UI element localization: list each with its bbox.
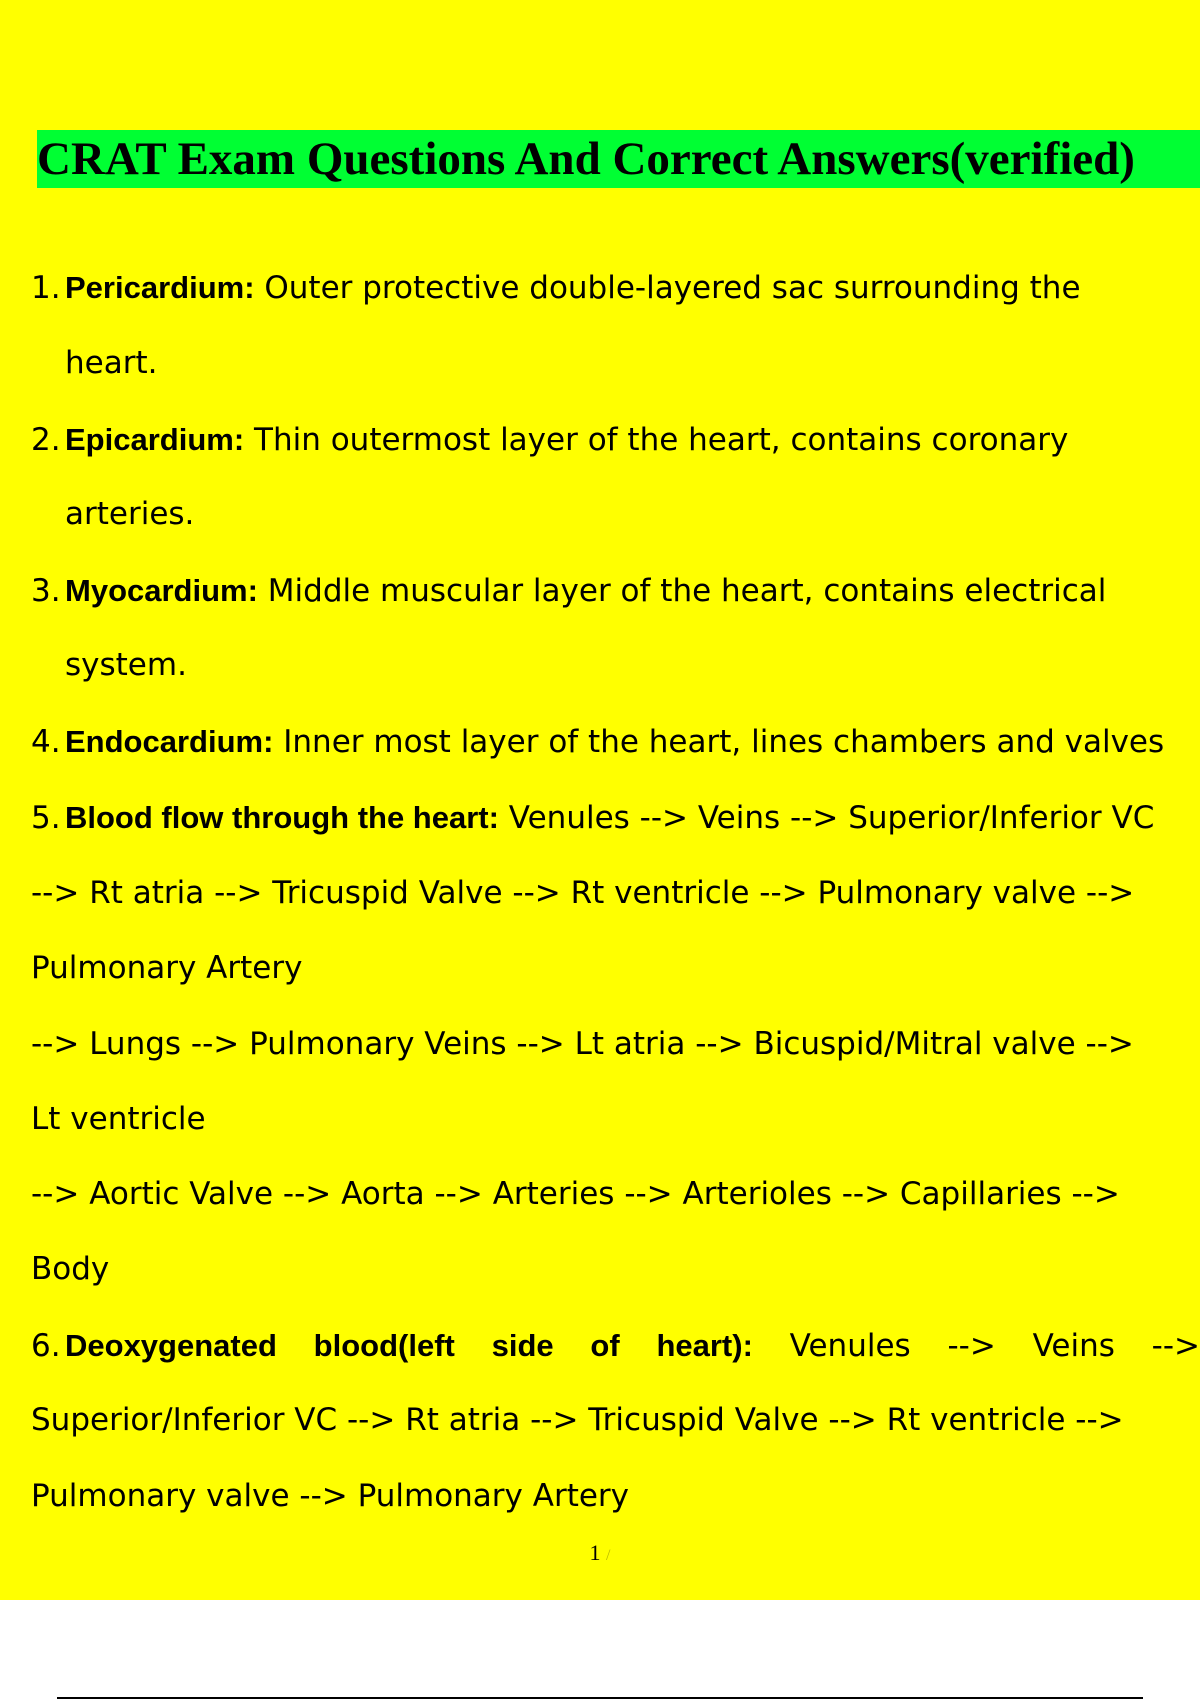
item-text-continued: Lt ventricle (31, 1101, 206, 1137)
item-text-word: Veins (1032, 1328, 1115, 1364)
item-term: Blood flow through the heart: (65, 800, 499, 835)
list-item-4 (31, 722, 1164, 762)
item-term: Myocardium: (65, 573, 258, 608)
page-number-suffix: / (606, 1547, 611, 1564)
title-highlight (37, 130, 1200, 188)
item-term-word: Deoxygenated (65, 1328, 277, 1363)
item-term: Endocardium: (65, 724, 274, 759)
page-title: CRAT Exam Questions And Correct Answers(verified) (37, 133, 1135, 185)
item-text-continued: --> Rt atria --> Tricuspid Valve --> Rt ventricle --> Pulmonary valve --> (31, 875, 1135, 911)
page-divider (57, 1697, 1143, 1699)
item-term: Pericardium: (65, 270, 255, 305)
item-number: 5. (31, 800, 61, 836)
list-item-2 (31, 420, 1068, 460)
item-text-continued: Superior/Inferior VC --> Rt atria --> Tricuspid Valve --> Rt ventricle --> (31, 1402, 1124, 1438)
page-number-value: 1 (589, 1540, 601, 1565)
list-item-6 (31, 1326, 1200, 1366)
item-text-continued: arteries. (65, 496, 195, 532)
item-text: Middle muscular layer of the heart, contains electrical (257, 573, 1107, 609)
item-text: Thin outermost layer of the heart, contains coronary (244, 422, 1069, 458)
item-text-continued: Pulmonary valve --> Pulmonary Artery (31, 1478, 630, 1514)
item-text-word: --> (1151, 1328, 1200, 1364)
item-text: Inner most layer of the heart, lines chambers and valves (273, 724, 1165, 760)
item-term-word: heart): (656, 1328, 753, 1363)
item-text-word: Venules (789, 1328, 911, 1364)
item-number: 6. (31, 1328, 61, 1364)
item-number: 1. (31, 270, 61, 306)
list-item-1 (31, 268, 1081, 308)
item-text-continued: Pulmonary Artery (31, 950, 303, 986)
page-number (0, 1540, 1200, 1566)
list-item-3 (31, 571, 1106, 611)
item-text: Venules --> Veins --> Superior/Inferior VC (498, 800, 1155, 836)
list-item-5 (31, 798, 1154, 838)
item-text: Outer protective double-layered sac surrounding the (254, 270, 1081, 306)
item-number: 4. (31, 724, 61, 760)
item-text-continued: Body (31, 1251, 110, 1287)
item-number: 3. (31, 573, 61, 609)
item-number: 2. (31, 422, 61, 458)
item-term: Epicardium: (65, 422, 245, 457)
item-number-term (31, 1326, 277, 1366)
item-text-continued: heart. (65, 345, 158, 381)
item-term-word: side (491, 1328, 554, 1363)
item-term-word: of (590, 1328, 620, 1363)
item-text-continued: --> Lungs --> Pulmonary Veins --> Lt atria --> Bicuspid/Mitral valve --> (31, 1026, 1134, 1062)
item-text-continued: --> Aortic Valve --> Aorta --> Arteries --> Arterioles --> Capillaries --> (31, 1176, 1120, 1212)
item-text-continued: system. (65, 647, 187, 683)
item-term-word: blood(left (313, 1328, 455, 1363)
item-text-word: --> (947, 1328, 996, 1364)
